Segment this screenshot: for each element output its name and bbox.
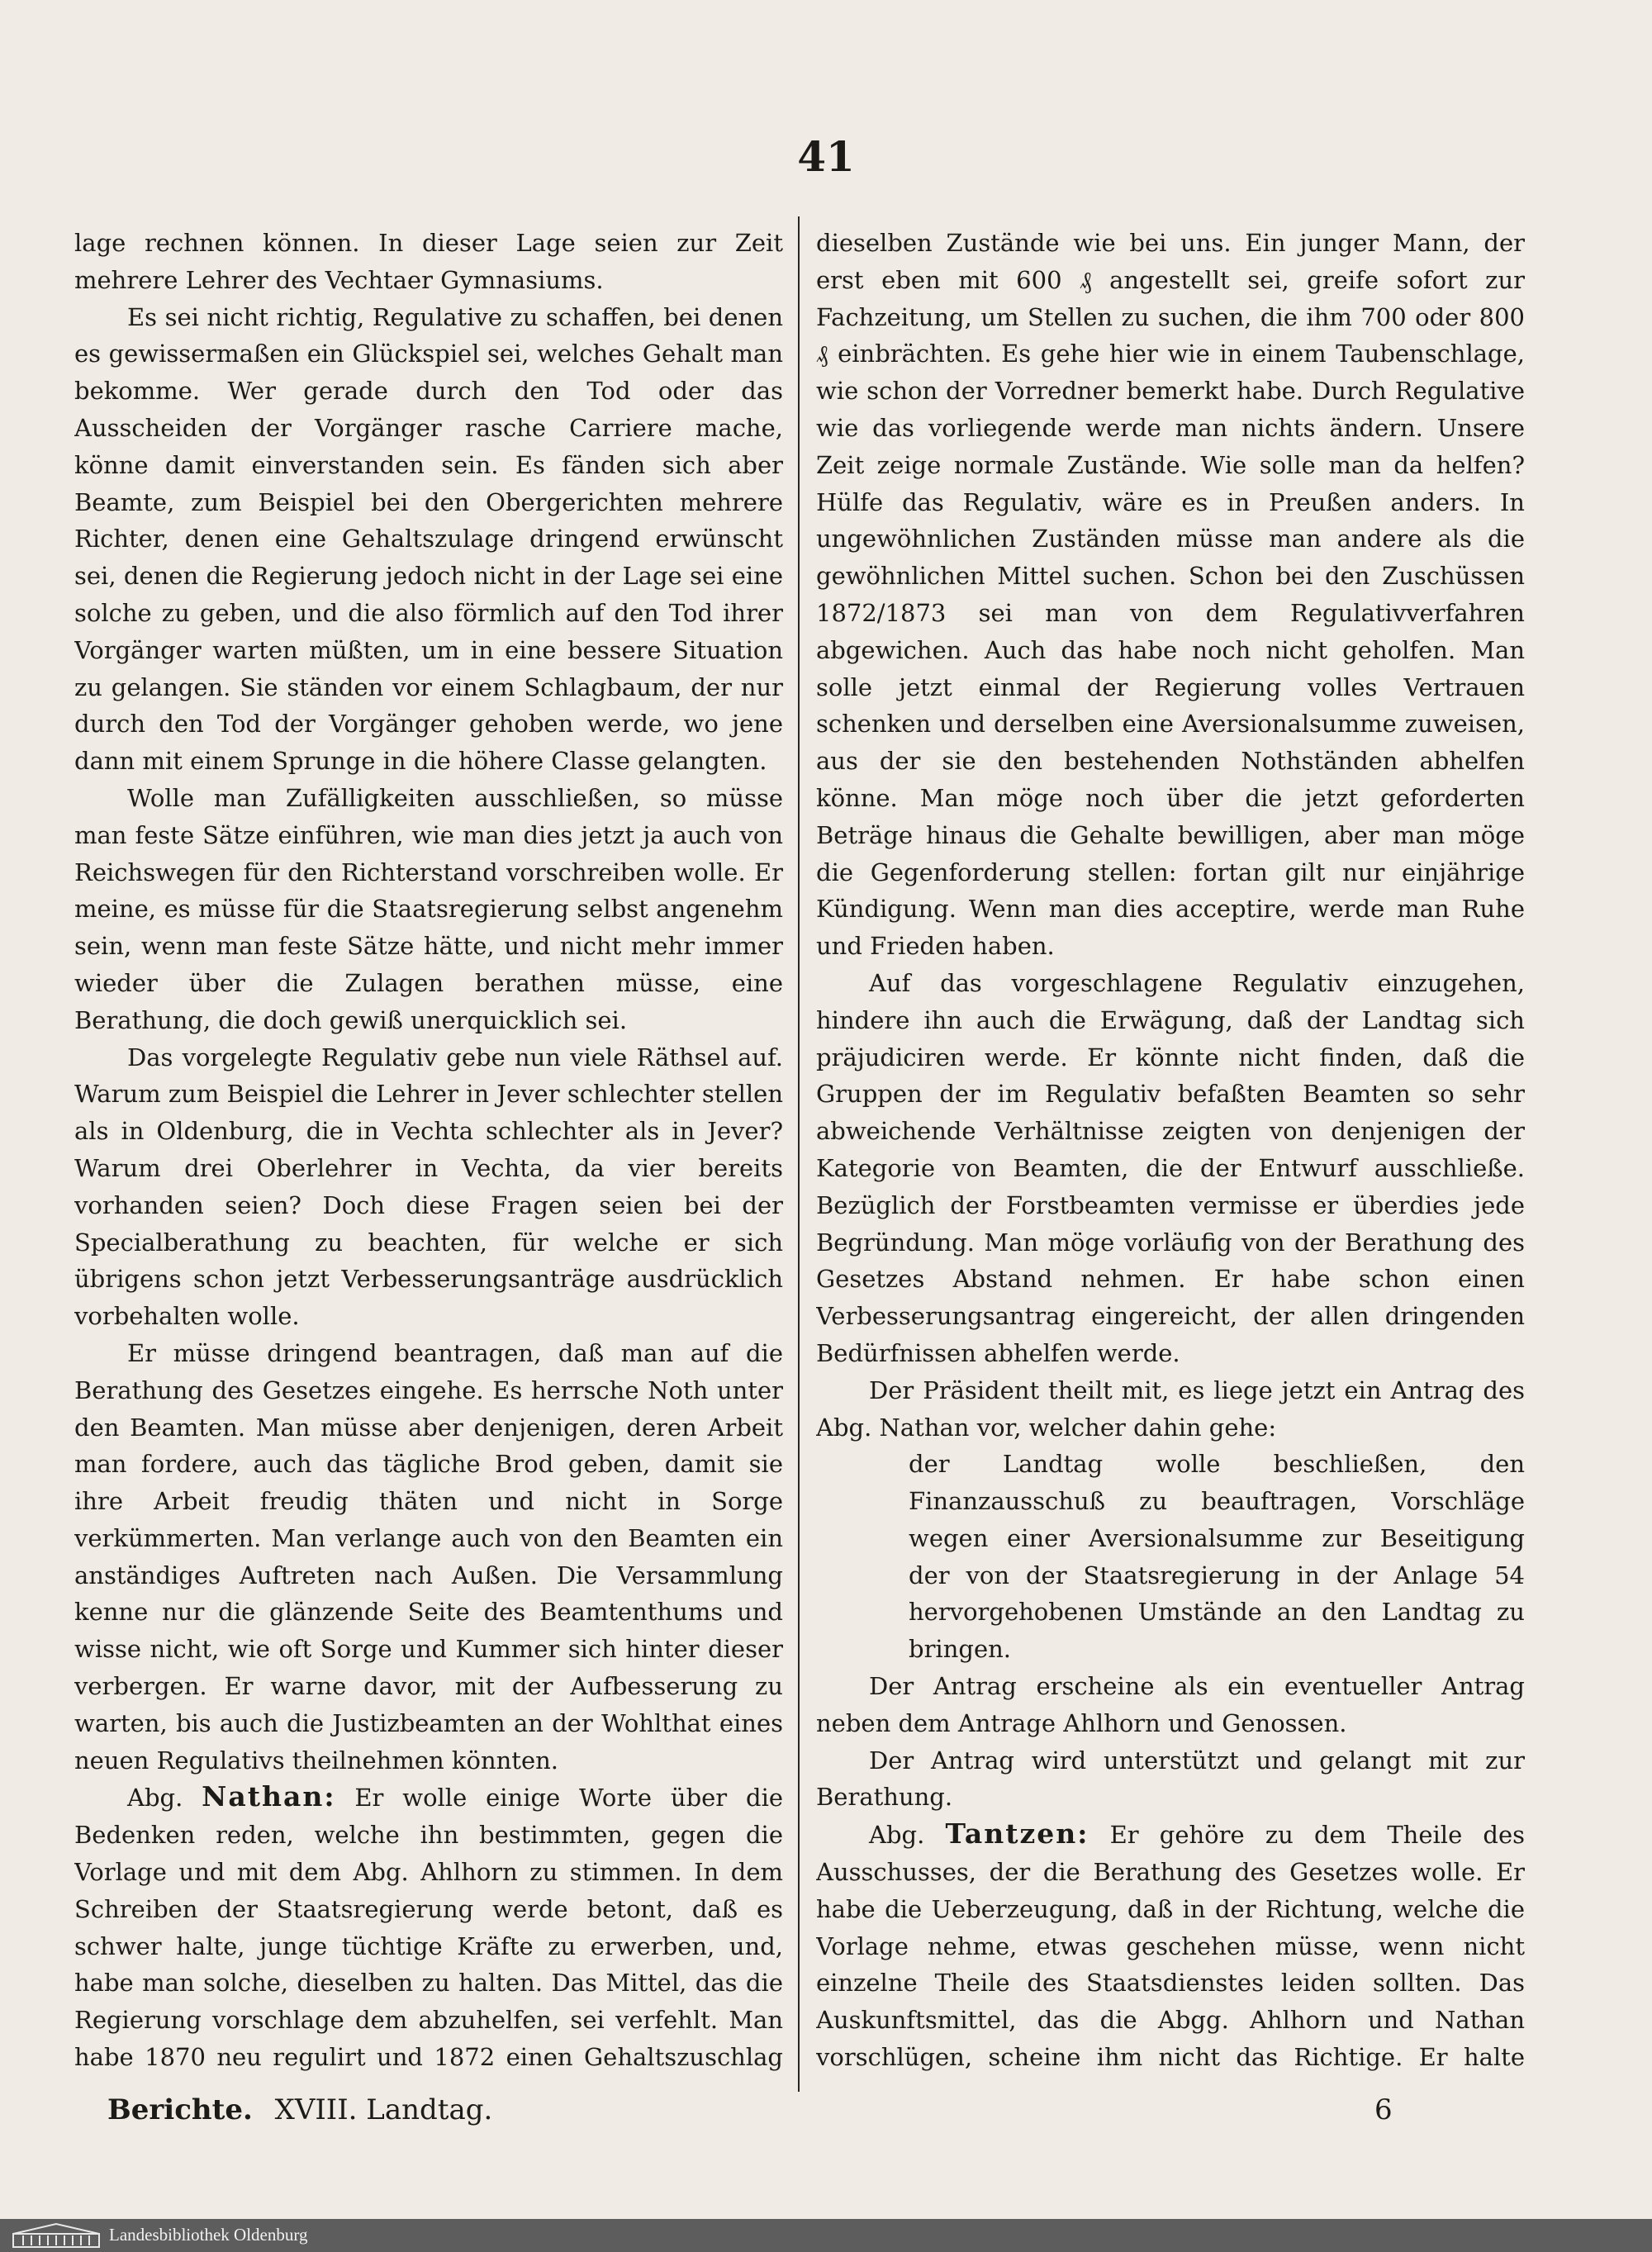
paragraph: Es sei nicht richtig, Regulative zu schaffen, bei denen es gewissermaßen ein Glückspiel sei, welches Gehalt man bekomme. Wer gerade durch den Tod oder das Ausscheiden der Vorgänger rasche Carriere mache, könne damit einverstanden sein. Es fänden sich aber Beamte, zum Beispiel bei den Obergerichten mehrere Richter, denen eine Gehaltszulage dringend erwünscht sei, denen die Regierung jedoch nicht in der Lage sei eine solche zu geben, und die also förmlich auf den Tod ihrer Vorgänger warten müßten, um in eine bessere Situation zu gelangen. Sie ständen vor einem Schlagbaum, der nur durch den Tod der Vorgänger gehoben werde, wo jene dann mit einem Sprunge in die höhere Classe gelangten. xyxy=(74,302,783,776)
speaker-prefix: Abg. xyxy=(869,1821,925,1850)
speaker-prefix: Abg. xyxy=(127,1784,183,1813)
right-column xyxy=(816,225,1525,2072)
paragraph: Das vorgelegte Regulativ gebe nun viele Räthsel auf. Warum zum Beispiel die Lehrer in Jever schlechter stellen als in Oldenburg, die in Vechta schlechter als in Jever? Warum drei Oberlehrer in Vechta, da vier bereits vorhanden seien? Doch diese Fragen seien bei der Specialberathung zu beachten, für welche er sich übrigens schon jetzt Verbesserungsanträge ausdrücklich vorbehalten wolle. xyxy=(74,1043,783,1331)
paragraph: Auf das vorgeschlagene Regulativ einzugehen, hindere ihn auch die Erwägung, daß der Landtag sich präjudiciren werde. Er könnte nicht finden, daß die Gruppen der im Regulativ befaßten Beamten so sehr abweichende Verhältnisse zeigten von denjenigen der Kategorie von Beamten, die der Entwurf ausschließe. Bezüglich der Forstbeamten vermisse er überdies jede Begründung. Man möge vorläufig von der Berathung des Gesetzes Abstand nehmen. Er habe schon einen Verbesserungsantrag eingereicht, der allen dringenden Bedürfnissen abhelfen werde. xyxy=(816,968,1525,1367)
paragraph: Er müsse dringend beantragen, daß man auf die Berathung des Gesetzes eingehe. Es herrsche Noth unter den Beamten. Man müsse aber denjenigen, deren Arbeit man fordere, auch das tägliche Brod geben, damit sie ihre Arbeit freudig thäten und nicht in Sorge verkümmerten. Man verlange auch von den Beamten ein anständiges Auftreten nach Außen. Die Versammlung kenne nur die glänzende Seite des Beamtenthums und wisse nicht, wie oft Sorge und Kummer sich hinter dieser verbergen. Er warne davor, mit der Aufbesserung zu warten, bis auch die Justizbeamten an der Wohlthat eines neuen Regulativs theilnehmen könnten. xyxy=(74,1338,783,1775)
paragraph: Wolle man Zufälligkeiten ausschließen, so müsse man feste Sätze einführen, wie man dies jetzt ja auch von Reichswegen für den Richterstand vorschreiben wolle. Er meine, es müsse für die Staatsregierung selbst angenehm sein, wenn man feste Sätze hätte, und nicht mehr immer wieder über die Zulagen berathen müsse, eine Berathung, die doch gewiß unerquicklich sei. xyxy=(74,783,783,1034)
speaker-name: Tantzen: xyxy=(945,1817,1089,1851)
speech-text: Er wolle einige Worte über die Bedenken reden, welche ihn bestimmten, gegen die Vorlage und mit dem Abg. Ahlhorn zu stimmen. In dem Schreiben der Staatsregierung werde betont, daß es schwer halte, junge tüchtige Kräfte zu erwerben, und, habe man solche, dieselben zu halten. Das Mittel, das die Regierung vorschlage dem abzuhelfen, sei verfehlt. Man habe 1870 neu regulirt und 1872 einen Gehaltszuschlag xyxy=(74,1784,783,2072)
speech-paragraph xyxy=(816,1816,1525,2072)
page-number: 41 xyxy=(797,132,855,181)
paragraph-continued: dieselben Zustände wie bei uns. Ein junger Mann, der erst eben mit 600 ₰ angestellt sei, greife sofort zur Fachzeitung, um Stellen zu suchen, die ihm 700 oder 800 ₰ einbrächten. Es gehe hier wie in einem Taubenschlage, wie schon der Vorredner bemerkt habe. Durch Regulative wie das vorliegende werde man nichts ändern. Unsere Zeit zeige normale Zustände. Wie solle man da helfen? Hülfe das Regulativ, wäre es in Preußen anders. In ungewöhnlichen Zuständen müsse man andere als die gewöhnlichen Mittel suchen. Schon bei den Zuschüssen 1872/1873 sei man von dem Regulativverfahren abgewichen. Auch das habe noch nicht geholfen. Man solle jetzt einmal der Regierung volles Vertrauen schenken und derselben eine Aversionalsumme zuweisen, aus der sie den bestehenden Nothständen abhelfen könne. Man möge noch über die jetzt geforderten Beträge hinaus die Gehalte bewilligen, aber man möge die Gegenforderung stellen: fortan gilt nur einjährige Kündigung. Wenn man dies acceptire, werde man Ruhe und Frieden haben. xyxy=(816,229,1525,961)
column-divider xyxy=(798,216,800,2092)
footer-title-bold: Berichte. xyxy=(107,2093,253,2126)
library-building-icon xyxy=(12,2222,101,2249)
library-name: Landesbibliothek Oldenburg xyxy=(109,2225,308,2245)
speech-paragraph xyxy=(74,1779,783,2072)
speech-text: Er gehöre zu dem Theile des Ausschusses, der die Berathung des Gesetzes wolle. Er habe die Ueberzeugung, daß in der Richtung, welche die Vorlage nehme, etwas geschehen müsse, wenn nicht einzelne Theile des Staatsdienstes leiden sollten. Das Auskunftsmittel, das die Abgg. Ahlhorn und Nathan vorschlügen, scheine ihm nicht das Richtige. Er halte xyxy=(816,1821,1525,2072)
footer-title xyxy=(107,2093,492,2126)
signature-mark: 6 xyxy=(1374,2093,1393,2126)
footer-title-rest: XVIII. Landtag. xyxy=(274,2093,493,2126)
paragraph-continued: lage rechnen können. In dieser Lage seien zur Zeit mehrere Lehrer des Vechtaer Gymnasiums. xyxy=(74,229,783,294)
paragraph: Der Präsident theilt mit, es liege jetzt ein Antrag des Abg. Nathan vor, welcher dahin gehe: xyxy=(816,1375,1525,1442)
speaker-name: Nathan: xyxy=(202,1780,336,1813)
paragraph: Der Antrag wird unterstützt und gelangt mit zur Berathung. xyxy=(816,1746,1525,1812)
paragraph: Der Antrag erscheine als ein eventueller Antrag neben dem Antrage Ahlhorn und Genossen. xyxy=(816,1672,1525,1737)
left-column xyxy=(74,225,783,2072)
motion-text: der Landtag wolle beschließen, den Finanzausschuß zu beauftragen, Vorschläge wegen einer Aversionalsumme zur Beseitigung der von der Staatsregierung in der Anlage 54 hervorgehobenen Umstände an den Landtag zu bringen. xyxy=(909,1450,1525,1664)
